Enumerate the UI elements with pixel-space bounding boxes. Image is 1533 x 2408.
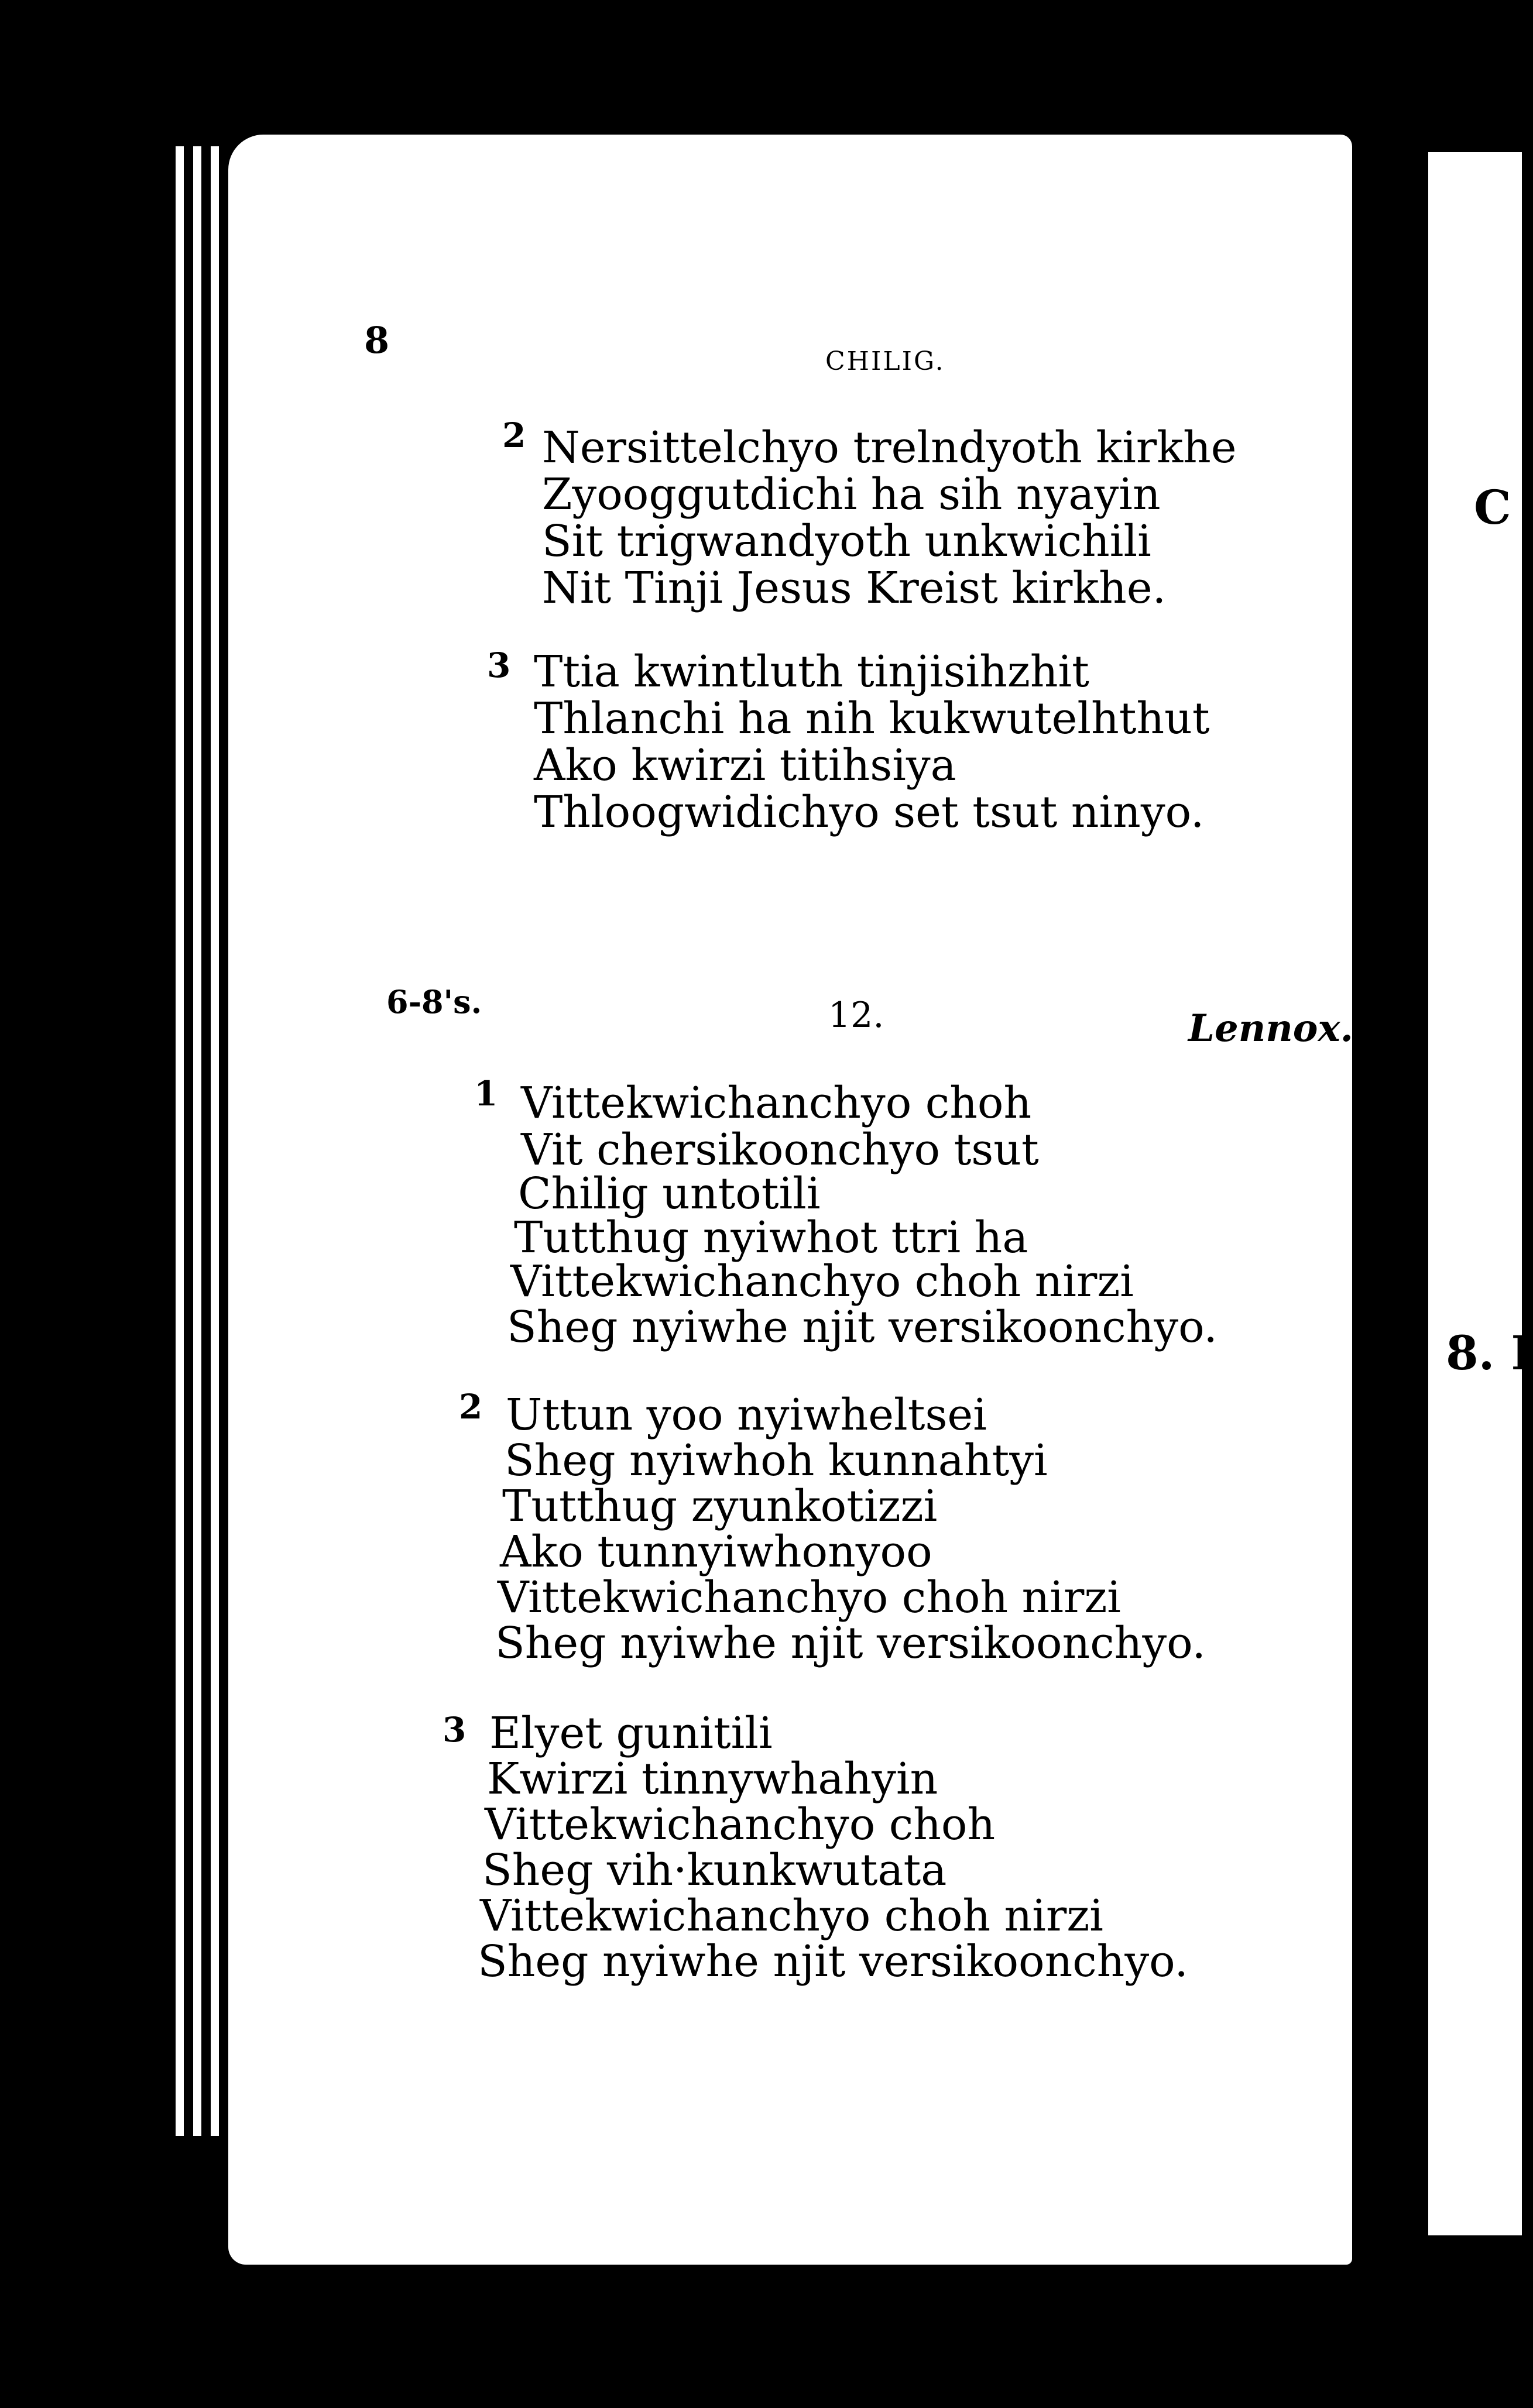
verse-line: Sheg nyiwhoh kunnahtyi [505, 1435, 1048, 1486]
verse-line: Uttun yoo nyiwheltsei [506, 1390, 987, 1440]
page-edge [193, 146, 201, 2136]
verse-line: Vittekwichanchyo choh nirzi [480, 1891, 1103, 1941]
verse-line: Chilig untotili [518, 1169, 821, 1219]
verse-line: Kwirzi tinnywhahyin [487, 1754, 938, 1804]
verse-number: 3 [443, 1710, 467, 1750]
facing-page-fragment: 8. I [1446, 1325, 1533, 1380]
verse-line: Vittekwichanchyo choh nirzi [498, 1572, 1121, 1623]
verse-line: Vittekwichanchyo choh nirzi [510, 1256, 1134, 1307]
verse-line: Sheg vih·kunkwutata [482, 1845, 947, 1895]
page-edge [176, 146, 184, 2136]
verse-line: Nit Tinji Jesus Kreist kirkhe. [542, 563, 1167, 613]
page-edge [211, 146, 219, 2136]
verse-line: Ttia kwintluth tinjisihzhit [534, 647, 1089, 697]
running-header: CHILIG. [825, 346, 945, 376]
verse-line: Ako kwirzi titihsiya [534, 740, 956, 791]
verse-number: 2 [459, 1387, 483, 1427]
facing-page-fragment: C [1474, 480, 1511, 535]
verse-line: Sheg nyiwhe njit versikoonchyo. [495, 1618, 1206, 1668]
verse-line: Ako tunnyiwhonyoo [500, 1527, 932, 1577]
verse-line: Nersittelchyo trelndyoth kirkhe [542, 422, 1237, 473]
hymn-meter: 6-8's. [386, 983, 482, 1021]
hymn-number: 12. [828, 995, 884, 1036]
verse-line: Thloogwidichyo set tsut ninyo. [534, 787, 1205, 837]
verse-line: Vittekwichanchyo choh [521, 1078, 1032, 1128]
verse-number: 1 [474, 1074, 498, 1114]
verse-line: Vit chersikoonchyo tsut [521, 1125, 1039, 1175]
page-number: 8 [364, 319, 390, 362]
verse-line: Vittekwichanchyo choh [485, 1799, 996, 1850]
facing-page [1428, 152, 1522, 2235]
verse-line: Elyet gunitili [489, 1708, 773, 1758]
verse-number: 3 [487, 645, 511, 685]
verse-number: 2 [502, 415, 526, 455]
tune-name: Lennox. [1188, 1007, 1353, 1050]
verse-line: Tutthug nyiwhot ttri ha [514, 1212, 1028, 1263]
verse-line: Thlanchi ha nih kukwutelhthut [534, 693, 1210, 744]
verse-line: Sit trigwandyoth unkwichili [542, 516, 1151, 566]
verse-line: Zyooggutdichi ha sih nyayin [542, 469, 1161, 520]
verse-line: Sheg nyiwhe njit versikoonchyo. [478, 1936, 1188, 1987]
verse-line: Sheg nyiwhe njit versikoonchyo. [507, 1302, 1218, 1352]
verse-line: Tutthug zyunkotizzi [502, 1481, 938, 1531]
